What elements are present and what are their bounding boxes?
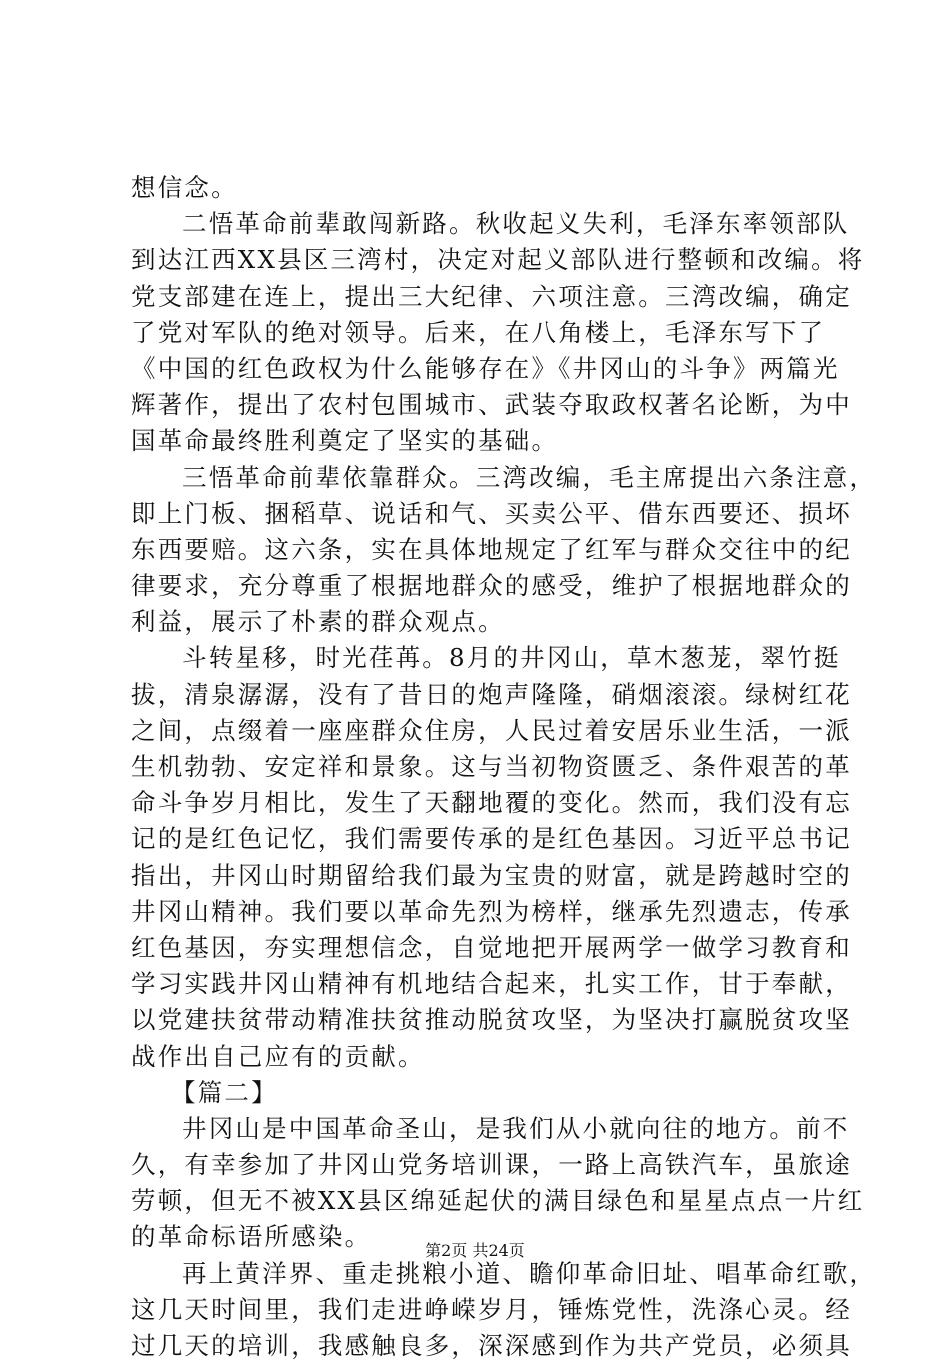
page-footer: 第2页 共24页 bbox=[425, 1241, 525, 1260]
text-line: 想信念。 bbox=[131, 173, 238, 202]
text-line: 久，有幸参加了井冈山党务培训课，一路上高铁汽车，虽旅途 bbox=[131, 1150, 852, 1180]
text-line: 到达江西XX县区三湾村，决定对起义部队进行整顿和改编。将 bbox=[131, 245, 865, 275]
text-line: 二悟革命前辈敢闯新路。秋收起义失利，毛泽东率领部队 bbox=[182, 209, 850, 239]
text-line: 战作出自己应有的贡献。 bbox=[131, 1041, 425, 1071]
text-line: 利益，展示了朴素的群众观点。 bbox=[131, 607, 505, 637]
text-line: 井冈山是中国革命圣山，是我们从小就向往的地方。前不 bbox=[182, 1113, 850, 1143]
text-line: 党支部建在连上，提出三大纪律、六项注意。三湾改编，确定 bbox=[131, 281, 852, 311]
text-line: 国革命最终胜利奠定了坚实的基础。 bbox=[131, 426, 559, 456]
text-line: 律要求，充分尊重了根据地群众的感受，维护了根据地群众的 bbox=[131, 571, 852, 601]
text-line: 东西要赔。这六条，实在具体地规定了红军与群众交往中的纪 bbox=[131, 534, 852, 564]
text-line: 劳顿，但无不被XX县区绵延起伏的满目绿色和星星点点一片红 bbox=[131, 1186, 865, 1216]
document-body bbox=[131, 170, 877, 1364]
text-line: 命斗争岁月相比，发生了天翻地覆的变化。然而，我们没有忘 bbox=[131, 788, 852, 818]
text-line: 辉著作，提出了农村包围城市、武装夺取政权著名论断，为中 bbox=[131, 390, 852, 420]
text-line: 之间，点缀着一座座群众住房，人民过着安居乐业生活，一派 bbox=[131, 715, 852, 745]
text-line: 红色基因，夯实理想信念，自觉地把开展两学一做学习教育和 bbox=[131, 932, 852, 962]
text-line: 的革命标语所感染。 bbox=[131, 1222, 372, 1252]
section-heading: 【篇二】 bbox=[171, 1077, 278, 1107]
text-line: 生机勃勃、安定祥和景象。这与当初物资匮乏、条件艰苦的革 bbox=[131, 752, 852, 781]
text-line: 学习实践井冈山精神有机地结合起来，扎实工作，甘于奉献， bbox=[131, 969, 852, 999]
text-line: 三悟革命前辈依靠群众。三湾改编，毛主席提出六条注意， bbox=[182, 462, 877, 492]
text-line: 以党建扶贫带动精准扶贫推动脱贫攻坚，为坚决打赢脱贫攻坚 bbox=[131, 1005, 852, 1035]
text-line: 过几天的培训，我感触良多，深深感到作为共产党员，必须具 bbox=[131, 1331, 852, 1360]
text-line: 即上门板、捆稻草、说话和气、买卖公平、借东西要还、损坏 bbox=[131, 498, 852, 528]
text-line: 记的是红色记忆，我们需要传承的是红色基因。习近平总书记 bbox=[131, 824, 852, 854]
text-line: 斗转星移，时光荏苒。8月的井冈山，草木葱茏，翠竹挺 bbox=[182, 643, 841, 673]
text-line: 《中国的红色政权为什么能够存在》《井冈山的斗争》两篇光 bbox=[131, 353, 840, 383]
text-line: 了党对军队的绝对领导。后来，在八角楼上，毛泽东写下了 bbox=[131, 317, 826, 347]
text-line: 拔，清泉潺潺，没有了昔日的炮声隆隆，硝烟滚滚。绿树红花 bbox=[131, 679, 852, 709]
text-line: 这几天时间里，我们走进峥嵘岁月，锤炼党性，洗涤心灵。经 bbox=[131, 1294, 852, 1324]
text-line: 指出，井冈山时期留给我们最为宝贵的财富，就是跨越时空的 bbox=[131, 860, 852, 890]
text-line: 井冈山精神。我们要以革命先烈为榜样，继承先烈遗志，传承 bbox=[131, 896, 852, 926]
text-line: 再上黄洋界、重走挑粮小道、瞻仰革命旧址、唱革命红歌， bbox=[182, 1258, 877, 1288]
